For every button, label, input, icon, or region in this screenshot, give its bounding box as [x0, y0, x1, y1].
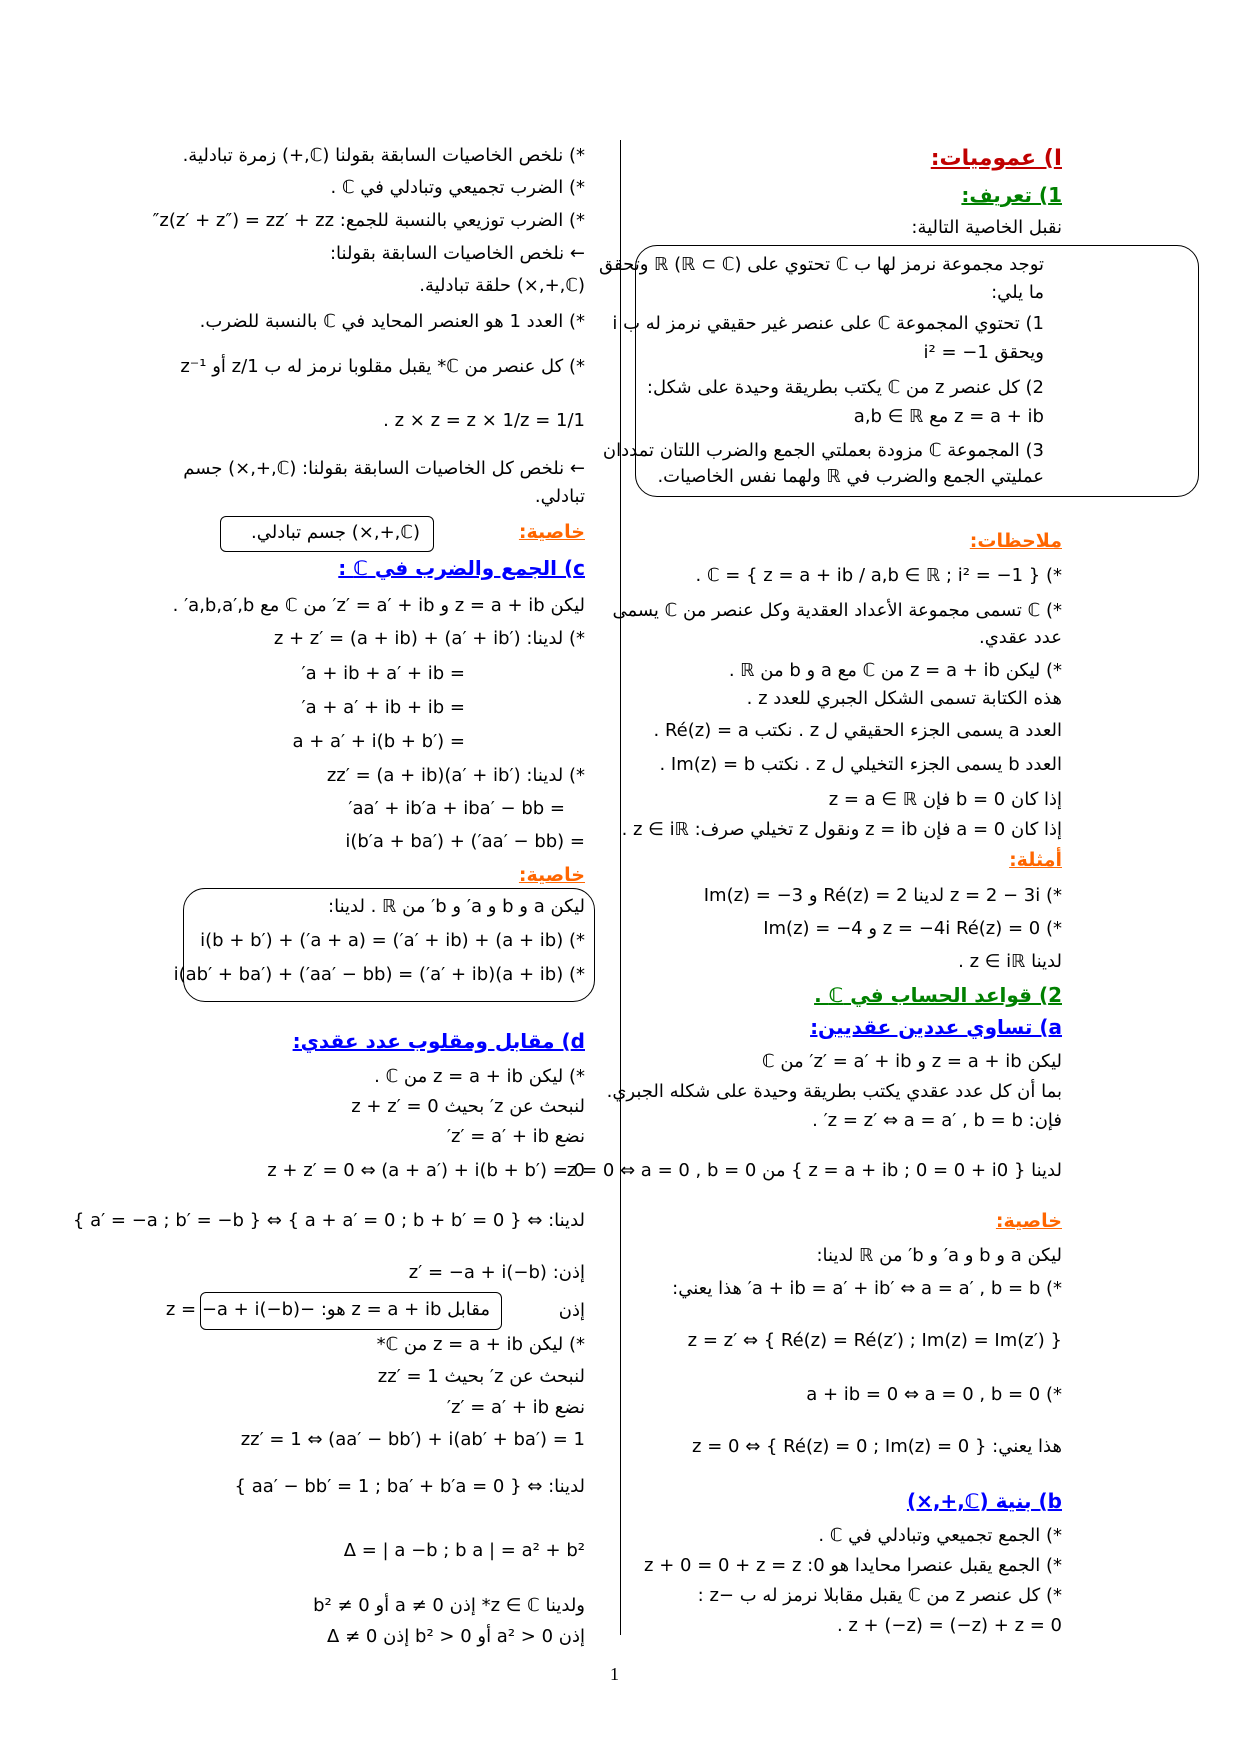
note-3: عدد عقدي. — [978, 627, 1062, 648]
page-number: 1 — [610, 1664, 619, 1684]
def-line-7: 3) المجموعة ℂ مزودة بعملتي الجمع والضرب اللتان تمددان — [602, 440, 1044, 461]
note-9: إذا كان a = 0 فإن z = ib ونقول z تخيلي صرف: z ∈ iℝ . — [621, 819, 1062, 840]
addmult-line-4: = a + a′ + ib + ib′ — [301, 697, 465, 718]
opp-line-8: مقابل z = a + ib هو: −z = −a + i(−b) — [165, 1299, 490, 1320]
inv-line-8: إذن a² > 0 أو b² > 0 إذن Δ ≠ 0 — [327, 1626, 585, 1647]
note-2: *) ℂ تسمى مجموعة الأعداد العقدية وكل عنصر من ℂ يسمى — [612, 600, 1062, 621]
note-7: العدد b يسمى الجزء التخيلي ل z . نكتب Im(z) = b . — [659, 754, 1062, 775]
opp-line-3: نضع z′ = a′ + ib′ — [446, 1126, 585, 1147]
left-top-10: تبادلي. — [534, 486, 585, 507]
property-1-line-1: ليكن a و b و a′ و b′ من ℝ لدينا: — [816, 1245, 1062, 1266]
def-line-2: ما يلي: — [991, 282, 1044, 303]
opp-line-5: لدينا: ⇔ { a + a′ = 0 ; b + b′ = 0 } ⇔ { a′ = −a ; b′ = −b } — [72, 1210, 585, 1231]
def-line-4: ويحقق i² = −1 — [923, 342, 1044, 363]
column-divider — [620, 140, 621, 1635]
structure-line-1: *) الجمع تجميعي وتبادلي في ℂ . — [818, 1525, 1062, 1546]
left-top-5: (ℂ,+,×) حلقة تبادلية. — [419, 275, 585, 296]
heading-property-2: خاصية: — [518, 521, 585, 543]
property-1-line-4: *) a + ib = 0 ⇔ a = 0 , b = 0 — [806, 1384, 1062, 1405]
inv-line-4: zz′ = 1 ⇔ (aa′ − bb′) + i(ab′ + ba′) = 1 — [240, 1429, 585, 1450]
inv-line-6: Δ = | a −b ; b a | = a² + b² — [343, 1540, 585, 1561]
addmult-line-8: = (aa′ − bb′) + i(b′a + ba′) — [345, 831, 585, 852]
property-3-line-3: *) (a + ib)(a′ + ib′) = (aa′ − bb′) + i(ab′ + ba′) — [173, 964, 585, 985]
equality-line-3: فإن: z = z′ ⇔ a = a′ , b = b′ . — [812, 1110, 1062, 1131]
left-top-6: *) العدد 1 هو العنصر المحايد في ℂ بالنسبة للضرب. — [199, 311, 585, 332]
property-3-line-2: *) (a + ib) + (a′ + ib′) = (a + a′) + i(b + b′) — [200, 930, 585, 951]
note-4: *) ليكن z = a + ib من ℂ مع a و b من ℝ . — [728, 660, 1062, 681]
property-1-line-2: *) a + ib = a′ + ib′ ⇔ a = a′ , b = b′ هذا يعني: — [672, 1278, 1062, 1299]
note-6: العدد a يسمى الجزء الحقيقي ل z . نكتب Ré(z) = a . — [653, 720, 1062, 741]
property-3-line-1: ليكن a و b و a′ و b′ من ℝ . لدينا: — [328, 896, 585, 917]
opp-line-1: *) ليكن z = a + ib من ℂ . — [374, 1066, 585, 1087]
structure-line-4: z + (−z) = (−z) + z = 0 . — [836, 1615, 1062, 1636]
note-5: هذه الكتابة تسمى الشكل الجبري للعدد z . — [746, 688, 1062, 709]
left-top-7: *) كل عنصر من ℂ* يقبل مقلوبا نرمز له ب 1/z أو z⁻¹ — [180, 356, 585, 377]
def-line-1: توجد مجموعة نرمز لها ب ℂ تحتوي على ℝ (ℝ ⊂ ℂ) وتحقق — [598, 254, 1044, 275]
opp-line-2: لنبحث عن z′ بحيث z + z′ = 0 — [351, 1096, 585, 1117]
inv-line-2: لنبحث عن z′ بحيث zz′ = 1 — [377, 1366, 585, 1387]
left-top-1: *) نلخص الخاصيات السابقة بقولنا (ℂ,+) زمرة تبادلية. — [182, 145, 585, 166]
heading-calc-rules: 2) قواعد الحساب في ℂ . — [814, 983, 1062, 1007]
addmult-line-7: = aa′ + ib′a + iba′ − bb′ — [348, 798, 565, 819]
addmult-line-6: *) لدينا: zz′ = (a + ib)(a′ + ib′) — [326, 765, 585, 786]
heading-definition: 1) تعريف: — [961, 183, 1062, 207]
addmult-line-5: = a + a′ + i(b + b′) — [292, 731, 465, 752]
addmult-line-3: = a + ib + a′ + ib′ — [301, 663, 465, 684]
inv-line-3: نضع z′ = a′ + ib′ — [446, 1397, 585, 1418]
property-1-line-3: z = z′ ⇔ { Ré(z) = Ré(z′) ; Im(z) = Im(z′) } — [687, 1330, 1062, 1351]
note-8: إذا كان b = 0 فإن z = a ∈ ℝ — [828, 789, 1062, 810]
inv-line-1: *) ليكن z = a + ib من ℂ* — [376, 1334, 585, 1355]
addmult-line-2: *) لدينا: z + z′ = (a + ib) + (a′ + ib′) — [273, 628, 585, 649]
def-line-8: عمليتي الجمع والضرب في ℝ ولهما نفس الخاصيات. — [657, 466, 1044, 487]
addmult-line-1: ليكن z = a + ib و z′ = a′ + ib′ من ℂ مع a,b,a′,b′ . — [172, 595, 585, 616]
def-line-5: 2) كل عنصر z من ℂ يكتب بطريقة وحيدة على شكل: — [646, 377, 1044, 398]
inv-line-5: لدينا: ⇔ { aa′ − bb′ = 1 ; ba′ + b′a = 0 } — [234, 1476, 585, 1497]
def-line-3: 1) تحتوي المجموعة ℂ على عنصر غير حقيقي نرمز له ب i — [612, 313, 1044, 334]
property-1-line-5: هذا يعني: z = 0 ⇔ { Ré(z) = 0 ; Im(z) = 0 } — [692, 1436, 1062, 1457]
property-2-text: (ℂ,+,×) جسم تبادلي. — [251, 522, 420, 543]
heading-generalities: I) عموميات: — [930, 146, 1062, 171]
heading-structure: b) بنية (ℂ,+,×) — [906, 1489, 1062, 1513]
example-3: لدينا z ∈ iℝ . — [958, 951, 1062, 972]
structure-line-2: *) الجمع يقبل عنصرا محايدا هو 0: z + 0 = 0 + z = z — [644, 1555, 1062, 1576]
equality-line-2: بما أن كل عدد عقدي يكتب بطريقة وحيدة على شكله الجبري. — [606, 1081, 1062, 1102]
opp-line-6: إذن: z′ = −a + i(−b) — [408, 1262, 585, 1283]
example-1: *) z = 2 − 3i لدينا Ré(z) = 2 و Im(z) = −3 — [703, 885, 1062, 906]
example-2: *) z = −4i Ré(z) = 0 و Im(z) = −4 — [763, 918, 1062, 939]
heading-notes: ملاحظات: — [969, 530, 1062, 552]
left-top-8: 1/z × z = z × 1/z = 1 . — [383, 410, 585, 431]
opp-line-7: إذن — [558, 1300, 585, 1321]
left-top-3: *) الضرب توزيعي بالنسبة للجمع: z(z′ + z″) = zz′ + zz″ — [152, 210, 585, 231]
heading-property-3: خاصية: — [518, 864, 585, 886]
opp-line-4: z + z′ = 0 ⇔ (a + a′) + i(b + b′) = 0 — [267, 1160, 585, 1181]
equality-line-1: ليكن z = a + ib و z′ = a′ + ib′ من ℂ — [762, 1051, 1062, 1072]
left-top-9: ← نلخص كل الخاصيات السابقة بقولنا: (ℂ,+,×) جسم — [183, 458, 585, 479]
heading-opposite-inverse: d) مقابل ومقلوب عدد عقدي: — [292, 1029, 585, 1053]
heading-equality: a) تساوي عددين عقديين: — [810, 1015, 1062, 1039]
heading-property-1: خاصية: — [995, 1210, 1062, 1232]
heading-examples: أمثلة: — [1009, 849, 1062, 871]
inv-line-7: ولدينا z ∈ ℂ* إذن a ≠ 0 أو b² ≠ 0 — [313, 1595, 585, 1616]
equality-line-4: لدينا { z = a + ib ; 0 = 0 + i0 } من z = 0 ⇔ a = 0 , b = 0 — [566, 1160, 1062, 1181]
heading-add-mult: c) الجمع والضرب في ℂ : — [338, 556, 585, 580]
def-line-6: z = a + ib مع a,b ∈ ℝ — [853, 406, 1044, 427]
left-top-2: *) الضرب تجميعي وتبادلي في ℂ . — [330, 177, 585, 198]
left-top-4: ← نلخص الخاصيات السابقة بقولنا: — [329, 243, 585, 264]
intro-text: نقبل الخاصية التالية: — [911, 217, 1062, 238]
note-1: *) ℂ = { z = a + ib / a,b ∈ ℝ ; i² = −1 } . — [695, 565, 1062, 586]
structure-line-3: *) كل عنصر z من ℂ يقبل مقابلا نرمز له ب −z : — [697, 1585, 1062, 1606]
